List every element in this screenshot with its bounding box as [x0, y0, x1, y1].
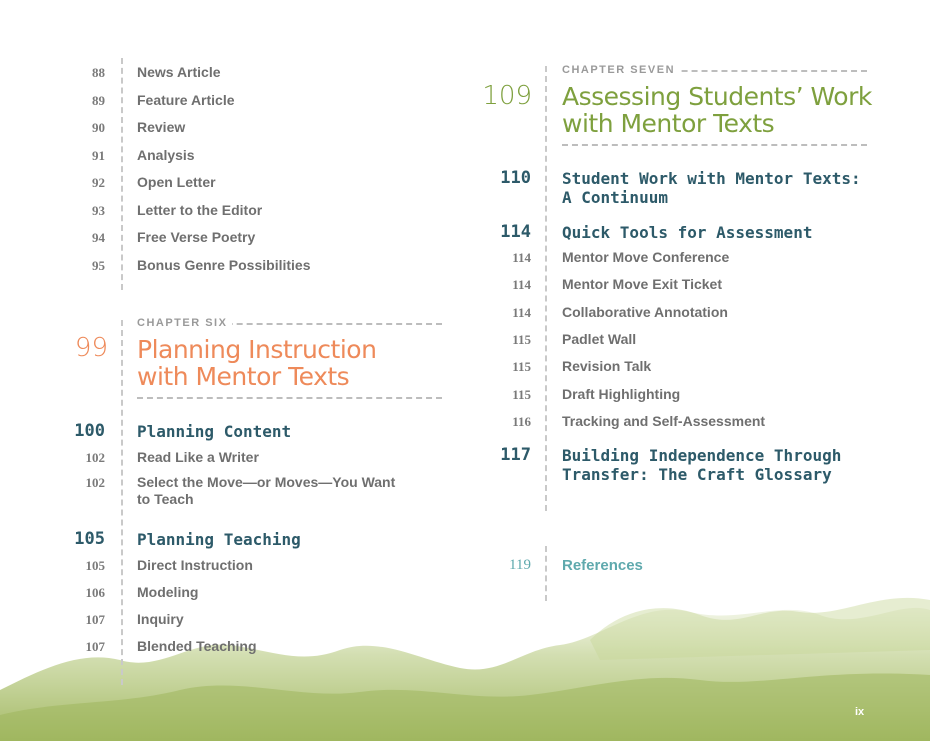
toc-page-number: 107 — [85, 612, 105, 627]
chapter-seven-title[interactable] — [562, 83, 872, 137]
toc-entry[interactable] — [137, 474, 417, 508]
toc-entry[interactable]: News Article — [137, 64, 221, 80]
planning-content-page[interactable]: 100 — [74, 421, 105, 441]
toc-page-number: 105 — [85, 558, 105, 573]
right-divider-top — [545, 66, 547, 511]
toc-page-number: 115 — [512, 386, 531, 402]
quick-tools-title[interactable]: Quick Tools for Assessment — [562, 223, 813, 242]
toc-page-number: 114 — [512, 250, 531, 265]
toc-entry[interactable]: Inquiry — [137, 611, 184, 627]
chapter-seven-title-line1: Assessing Students’ Work — [562, 82, 872, 111]
student-work-title-line1: Student Work with Mentor Texts: — [562, 169, 861, 188]
toc-entry-line1: Select the Move—or Moves—You Want — [137, 474, 396, 490]
toc-entry[interactable]: Read Like a Writer — [137, 449, 259, 465]
toc-entry[interactable]: Padlet Wall — [562, 330, 637, 347]
toc-entry[interactable]: Collaborative Annotation — [562, 303, 728, 320]
chapter-seven-title-line2: with Mentor Texts — [562, 109, 775, 138]
toc-entry[interactable]: Review — [137, 119, 186, 135]
toc-page-number: 89 — [92, 92, 105, 108]
building-independence-title-line1: Building Independence Through — [562, 446, 842, 465]
building-independence-page[interactable]: 117 — [500, 445, 531, 465]
toc-page-number: 116 — [512, 413, 531, 429]
chapter-six-title[interactable] — [137, 336, 376, 390]
toc-page-number: 106 — [85, 585, 105, 600]
toc-page-number: 114 — [512, 304, 531, 320]
right-divider-bottom — [545, 546, 547, 601]
toc-entry[interactable]: Direct Instruction — [137, 557, 253, 573]
student-work-title[interactable] — [562, 169, 861, 207]
toc-entry[interactable]: Open Letter — [137, 174, 216, 190]
student-work-title-line2: A Continuum — [562, 188, 668, 207]
toc-entry[interactable]: Mentor Move Exit Ticket — [562, 276, 723, 293]
toc-page-number: 90 — [92, 120, 105, 135]
references-page[interactable]: 119 — [509, 557, 531, 573]
toc-page-number: 94 — [92, 230, 105, 245]
toc-page-number: 93 — [92, 202, 105, 218]
toc-entry[interactable]: Modeling — [137, 584, 199, 600]
student-work-page[interactable]: 110 — [500, 168, 531, 188]
building-independence-title-line2: Transfer: The Craft Glossary — [562, 465, 832, 484]
left-divider-top — [121, 58, 123, 290]
references-title[interactable]: References — [562, 557, 643, 574]
toc-entry[interactable]: Blended Teaching — [137, 638, 257, 654]
toc-page-number: 102 — [85, 450, 105, 465]
building-independence-title[interactable] — [562, 446, 841, 484]
planning-teaching-title[interactable]: Planning Teaching — [137, 530, 301, 549]
toc-page-number: 114 — [512, 277, 531, 293]
toc-entry[interactable]: Bonus Genre Possibilities — [137, 256, 311, 273]
planning-content-title[interactable]: Planning Content — [137, 422, 292, 441]
toc-page-number: 115 — [512, 359, 531, 375]
toc-entry[interactable]: Revision Talk — [562, 358, 652, 375]
chapter-seven-label: CHAPTER SEVEN — [562, 64, 680, 76]
quick-tools-page[interactable]: 114 — [500, 222, 531, 242]
chapter-six-label: CHAPTER SIX — [137, 317, 232, 329]
toc-entry[interactable]: Draft Highlighting — [562, 385, 681, 402]
page-folio: ix — [855, 706, 865, 718]
toc-entry[interactable]: Free Verse Poetry — [137, 229, 256, 245]
chapter-six-title-line2: with Mentor Texts — [137, 362, 350, 391]
toc-entry[interactable]: Mentor Move Conference — [562, 249, 730, 265]
toc-entry-line2: to Teach — [137, 491, 194, 507]
toc-page-number: 102 — [85, 475, 105, 490]
toc-page-number: 91 — [92, 147, 105, 163]
toc-entry[interactable]: Letter to the Editor — [137, 201, 263, 218]
planning-teaching-page[interactable]: 105 — [74, 529, 105, 549]
toc-page-number: 92 — [92, 175, 105, 190]
toc-page-number: 115 — [512, 331, 531, 347]
toc-page-number: 88 — [92, 65, 105, 80]
toc-entry[interactable]: Tracking and Self-Assessment — [562, 412, 766, 429]
chapter-six-page[interactable]: 99 — [74, 333, 108, 363]
chapter-seven-rule-bottom — [562, 144, 867, 146]
toc-entry[interactable]: Analysis — [137, 146, 195, 163]
chapter-six-title-line1: Planning Instruction — [137, 335, 377, 364]
chapter-six-rule-bottom — [137, 397, 442, 399]
chapter-seven-page[interactable]: 109 — [482, 81, 532, 111]
toc-page-number: 107 — [85, 639, 105, 654]
left-divider-bottom — [121, 320, 123, 685]
toc-entry[interactable]: Feature Article — [137, 91, 235, 108]
toc-page-number: 95 — [92, 257, 105, 273]
